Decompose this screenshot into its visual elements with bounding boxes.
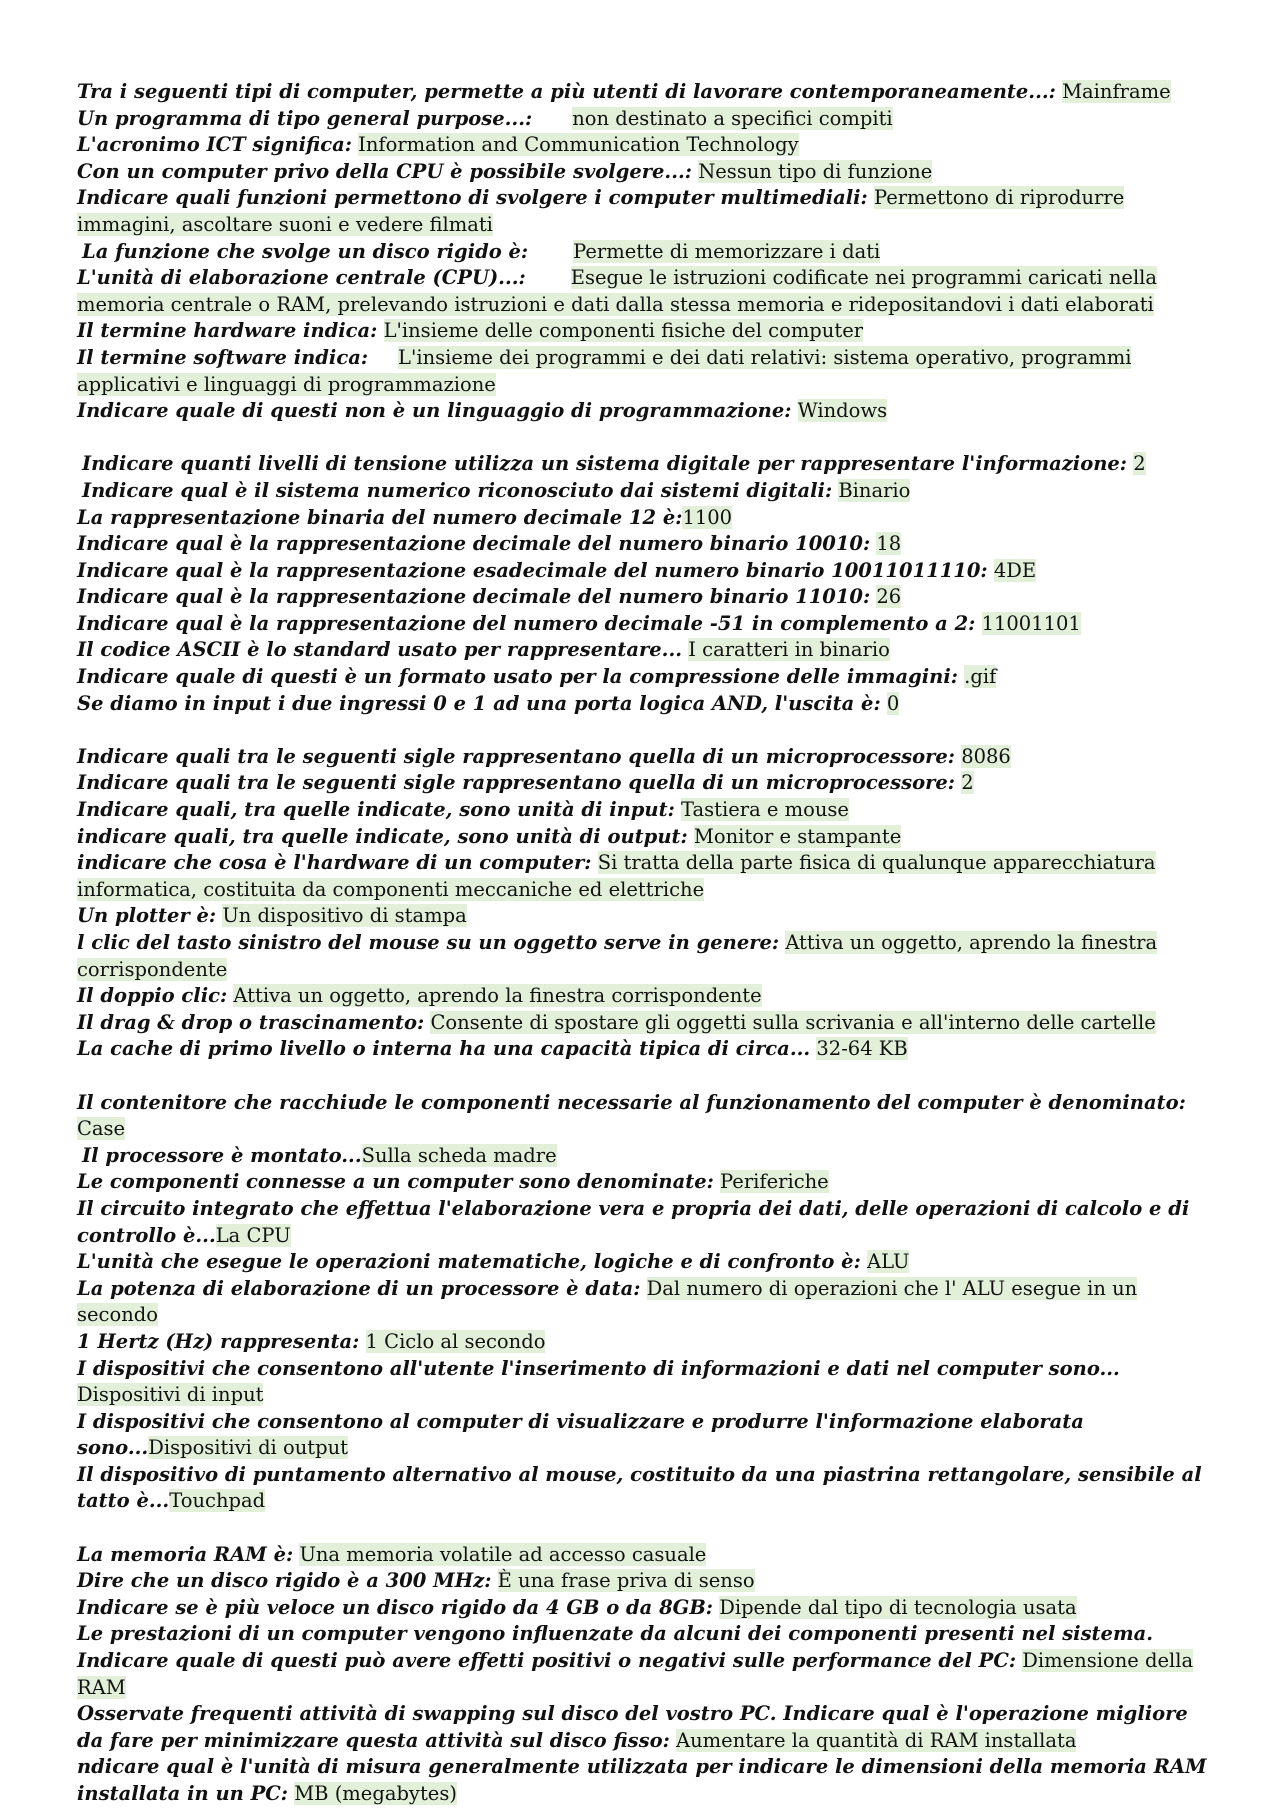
question: Indicare qual è la rappresentazione decimale del numero binario 11010:	[77, 585, 871, 609]
question: Indicare quanti livelli di tensione utilizza un sistema digitale per rappresentare l'informazione:	[82, 452, 1127, 476]
answer: Attiva un oggetto, aprendo la finestra corrispondente	[77, 931, 1158, 981]
answer: non destinato a specifici compiti	[572, 106, 893, 130]
answer: Dispositivi di input	[77, 1383, 264, 1407]
question: Tra i seguenti tipi di computer, permette a più utenti di lavorare contemporaneamente...:	[77, 80, 1056, 103]
answer: 11001101	[981, 611, 1081, 635]
qa-line	[77, 1196, 1217, 1249]
qa-line	[77, 611, 1217, 638]
question: Indicare quali, tra quelle indicate, sono unità di input:	[77, 798, 675, 822]
answer: Permettono di riprodurre immagini, ascoltare suoni e vedere filmati	[77, 186, 1125, 236]
qa-line	[77, 1701, 1217, 1754]
qa-line	[77, 398, 1217, 425]
answer: L'insieme dei programmi e dei dati relativi: sistema operativo, programmi applicativi e linguaggi di programmazione	[77, 345, 1132, 396]
question: Indicare quale di questi non è un linguaggio di programmazione:	[77, 399, 792, 423]
answer: Case	[77, 1117, 126, 1141]
qa-line	[77, 1143, 1217, 1170]
question: Indicare quali funzioni permettono di svolgere i computer multimediali:	[77, 186, 868, 210]
answer: 18	[876, 532, 902, 556]
question: Le componenti connesse a un computer sono denominate:	[77, 1170, 714, 1194]
answer: Si tratta della parte fisica di qualunque apparecchiatura informatica, costituita da componenti meccaniche ed elettriche	[77, 851, 1156, 901]
answer: Esegue le istruzioni codificate nei programmi caricati nella memoria centrale o RAM, prelevando istruzioni e dati dalla stessa memoria e ridepositandovi i dati elaborati	[77, 266, 1158, 316]
answer: Tastiera e mouse	[681, 798, 849, 822]
qa-line	[77, 132, 1217, 159]
answer: Dipende dal tipo di tecnologia usata	[719, 1595, 1077, 1619]
question: Il circuito integrato che effettua l'elaborazione vera e propria dei dati, delle operazioni di calcolo e di controllo è...	[77, 1196, 1190, 1247]
question: Indicare quali tra le seguenti sigle rappresentano quella di un microprocessore:	[77, 744, 955, 768]
answer: L'insieme delle componenti fisiche del computer	[383, 319, 864, 343]
answer: 32-64 KB	[816, 1037, 908, 1061]
qa-line	[77, 185, 1217, 238]
answer: Aumentare la quantità di RAM installata	[676, 1728, 1077, 1752]
qa-line	[77, 744, 1217, 771]
answer: Information and Communication Technology	[358, 133, 799, 157]
qa-line	[77, 930, 1217, 983]
qa-line	[77, 478, 1217, 505]
question: 1 Hertz (Hz) rappresenta:	[77, 1329, 360, 1353]
answer: Consente di spostare gli oggetti sulla scrivania e all'interno delle cartelle	[430, 1010, 1156, 1034]
qa-line	[77, 1169, 1217, 1196]
question: Il contenitore che racchiude le componenti necessarie al funzionamento del computer è denominato:	[77, 1090, 1186, 1114]
question: Indicare quale di questi è un formato usato per la compressione delle immagini:	[77, 665, 958, 689]
question: Osservate frequenti attività di swapping sul disco del vostro PC. Indicare qual è l'operazione migliore da fare per minimizzare questa attività sul disco fisso:	[77, 1702, 1188, 1752]
qa-line	[77, 345, 1217, 398]
qa-line	[77, 159, 1217, 186]
question: I dispositivi che consentono all'utente l'inserimento di informazioni e dati nel computer sono...	[77, 1356, 1120, 1380]
answer: Attiva un oggetto, aprendo la finestra corrispondente	[233, 984, 762, 1008]
answer: Binario	[838, 478, 911, 502]
qa-line	[77, 1249, 1217, 1276]
section-1	[77, 79, 1217, 425]
qa-line	[77, 79, 1217, 106]
question: Indicare qual è la rappresentazione esadecimale del numero binario 10011011110:	[77, 558, 988, 582]
answer: Dimensione della RAM	[77, 1649, 1194, 1699]
answer: 1100	[682, 505, 733, 529]
question: La funzione che svolge un disco rigido è:	[82, 239, 529, 263]
qa-line	[77, 691, 1217, 718]
qa-line	[77, 531, 1217, 558]
question: ndicare qual è l'unità di misura generalmente utilizzata per indicare le dimensioni della memoria RAM installata in un PC:	[77, 1755, 1207, 1805]
question: indicare che cosa è l'hardware di un computer:	[77, 851, 592, 875]
qa-line	[77, 265, 1217, 318]
section-5	[77, 1542, 1217, 1808]
answer: Mainframe	[1062, 80, 1171, 103]
answer: Dispositivi di output	[148, 1436, 349, 1460]
question: L'acronimo ICT significa:	[77, 133, 352, 157]
question: Indicare qual è il sistema numerico riconosciuto dai sistemi digitali:	[82, 478, 833, 502]
qa-line	[77, 106, 1217, 133]
answer: 4DE	[993, 558, 1037, 582]
answer: Sulla scheda madre	[361, 1143, 557, 1167]
answer: Monitor e stampante	[693, 824, 902, 848]
answer: .gif	[964, 665, 997, 689]
qa-line	[77, 1595, 1217, 1622]
question: Con un computer privo della CPU è possibile svolgere...:	[77, 159, 692, 183]
qa-line	[77, 318, 1217, 345]
question: La cache di primo livello o interna ha una capacità tipica di circa...	[77, 1037, 811, 1061]
question: Indicare se è più veloce un disco rigido da 4 GB o da 8GB:	[77, 1595, 713, 1619]
question: Se diamo in input i due ingressi 0 e 1 ad una porta logica AND, l'uscita è:	[77, 691, 881, 715]
question: I dispositivi che consentono al computer di visualizzare e produrre l'informazione elaborata sono...	[77, 1409, 1084, 1460]
answer: Touchpad	[169, 1489, 266, 1513]
section-2	[77, 451, 1217, 717]
question: Dire che un disco rigido è a 300 MHz:	[77, 1569, 492, 1593]
qa-line	[77, 824, 1217, 851]
qa-line	[77, 1276, 1217, 1329]
answer: 0	[886, 691, 900, 715]
qa-line	[77, 850, 1217, 903]
question: Il doppio clic:	[77, 984, 228, 1008]
answer: La CPU	[215, 1223, 291, 1247]
qa-line	[77, 1356, 1217, 1409]
question: Indicare qual è la rappresentazione del numero decimale -51 in complemento a 2:	[77, 611, 976, 635]
answer: 2	[961, 771, 974, 795]
qa-line	[77, 1329, 1217, 1356]
qa-line	[77, 558, 1217, 585]
question: La rappresentazione binaria del numero decimale 12 è:	[77, 505, 683, 529]
qa-line	[77, 1568, 1217, 1595]
qa-line	[77, 1036, 1217, 1063]
question: Le prestazioni di un computer vengono influenzate da alcuni dei componenti presenti nel sistema. Indicare quale di questi può avere effetti positivi o negativi sulle performance del PC:	[77, 1622, 1154, 1673]
question: l clic del tasto sinistro del mouse su un oggetto serve in genere:	[77, 931, 780, 954]
qa-line	[77, 451, 1217, 478]
answer: Dal numero di operazioni che l' ALU esegue in un secondo	[77, 1276, 1138, 1327]
qa-line	[77, 770, 1217, 797]
section-3	[77, 744, 1217, 1063]
question: Il processore è montato...	[82, 1143, 362, 1167]
question: La potenza di elaborazione di un processore è data:	[77, 1276, 641, 1300]
qa-line	[77, 505, 1217, 532]
question: Il codice ASCII è lo standard usato per rappresentare...	[77, 638, 683, 662]
answer: I caratteri in binario	[688, 638, 890, 662]
qa-line	[77, 584, 1217, 611]
qa-line	[77, 1462, 1217, 1515]
qa-line	[77, 1621, 1217, 1701]
qa-line	[77, 637, 1217, 664]
answer: 8086	[961, 744, 1011, 768]
question: Un plotter è:	[77, 904, 217, 928]
qa-line	[77, 797, 1217, 824]
question: Indicare quali tra le seguenti sigle rappresentano quella di un microprocessore:	[77, 771, 955, 795]
answer: Una memoria volatile ad accesso casuale	[299, 1542, 707, 1566]
question: Il termine software indica:	[77, 345, 369, 369]
question: Il dispositivo di puntamento alternativo al mouse, costituito da una piastrina rettangolare, sensibile al tatto è...	[77, 1462, 1202, 1513]
answer: Windows	[797, 399, 888, 423]
question: Indicare qual è la rappresentazione decimale del numero binario 10010:	[77, 532, 871, 556]
qa-line	[77, 1542, 1217, 1569]
qa-line	[77, 239, 1217, 266]
answer: Nessun tipo di funzione	[698, 159, 933, 183]
question: L'unità di elaborazione centrale (CPU)...:	[77, 266, 526, 290]
answer: 1 Ciclo al secondo	[365, 1329, 546, 1353]
qa-line	[77, 1090, 1217, 1143]
question: La memoria RAM è:	[77, 1542, 294, 1566]
answer: 26	[876, 585, 902, 609]
document-page	[77, 79, 1217, 1808]
qa-line	[77, 1754, 1217, 1807]
question: L'unità che esegue le operazioni matematiche, logiche e di confronto è:	[77, 1250, 861, 1274]
answer: ALU	[866, 1250, 910, 1274]
question: Il termine hardware indica:	[77, 319, 378, 343]
question: indicare quali, tra quelle indicate, sono unità di output:	[77, 824, 688, 848]
answer: È una frase priva di senso	[497, 1569, 755, 1593]
qa-line	[77, 903, 1217, 930]
question: Un programma di tipo general purpose...:	[77, 106, 533, 130]
answer: 2	[1133, 452, 1146, 476]
qa-line	[77, 1010, 1217, 1037]
section-4	[77, 1090, 1217, 1516]
question: Il drag & drop o trascinamento:	[77, 1010, 425, 1034]
answer: MB (megabytes)	[294, 1782, 457, 1805]
answer: Un dispositivo di stampa	[222, 904, 467, 928]
qa-line	[77, 983, 1217, 1010]
qa-line	[77, 664, 1217, 691]
qa-line	[77, 1409, 1217, 1462]
answer: Permette di memorizzare i dati	[573, 239, 881, 263]
answer: Periferiche	[720, 1170, 829, 1194]
